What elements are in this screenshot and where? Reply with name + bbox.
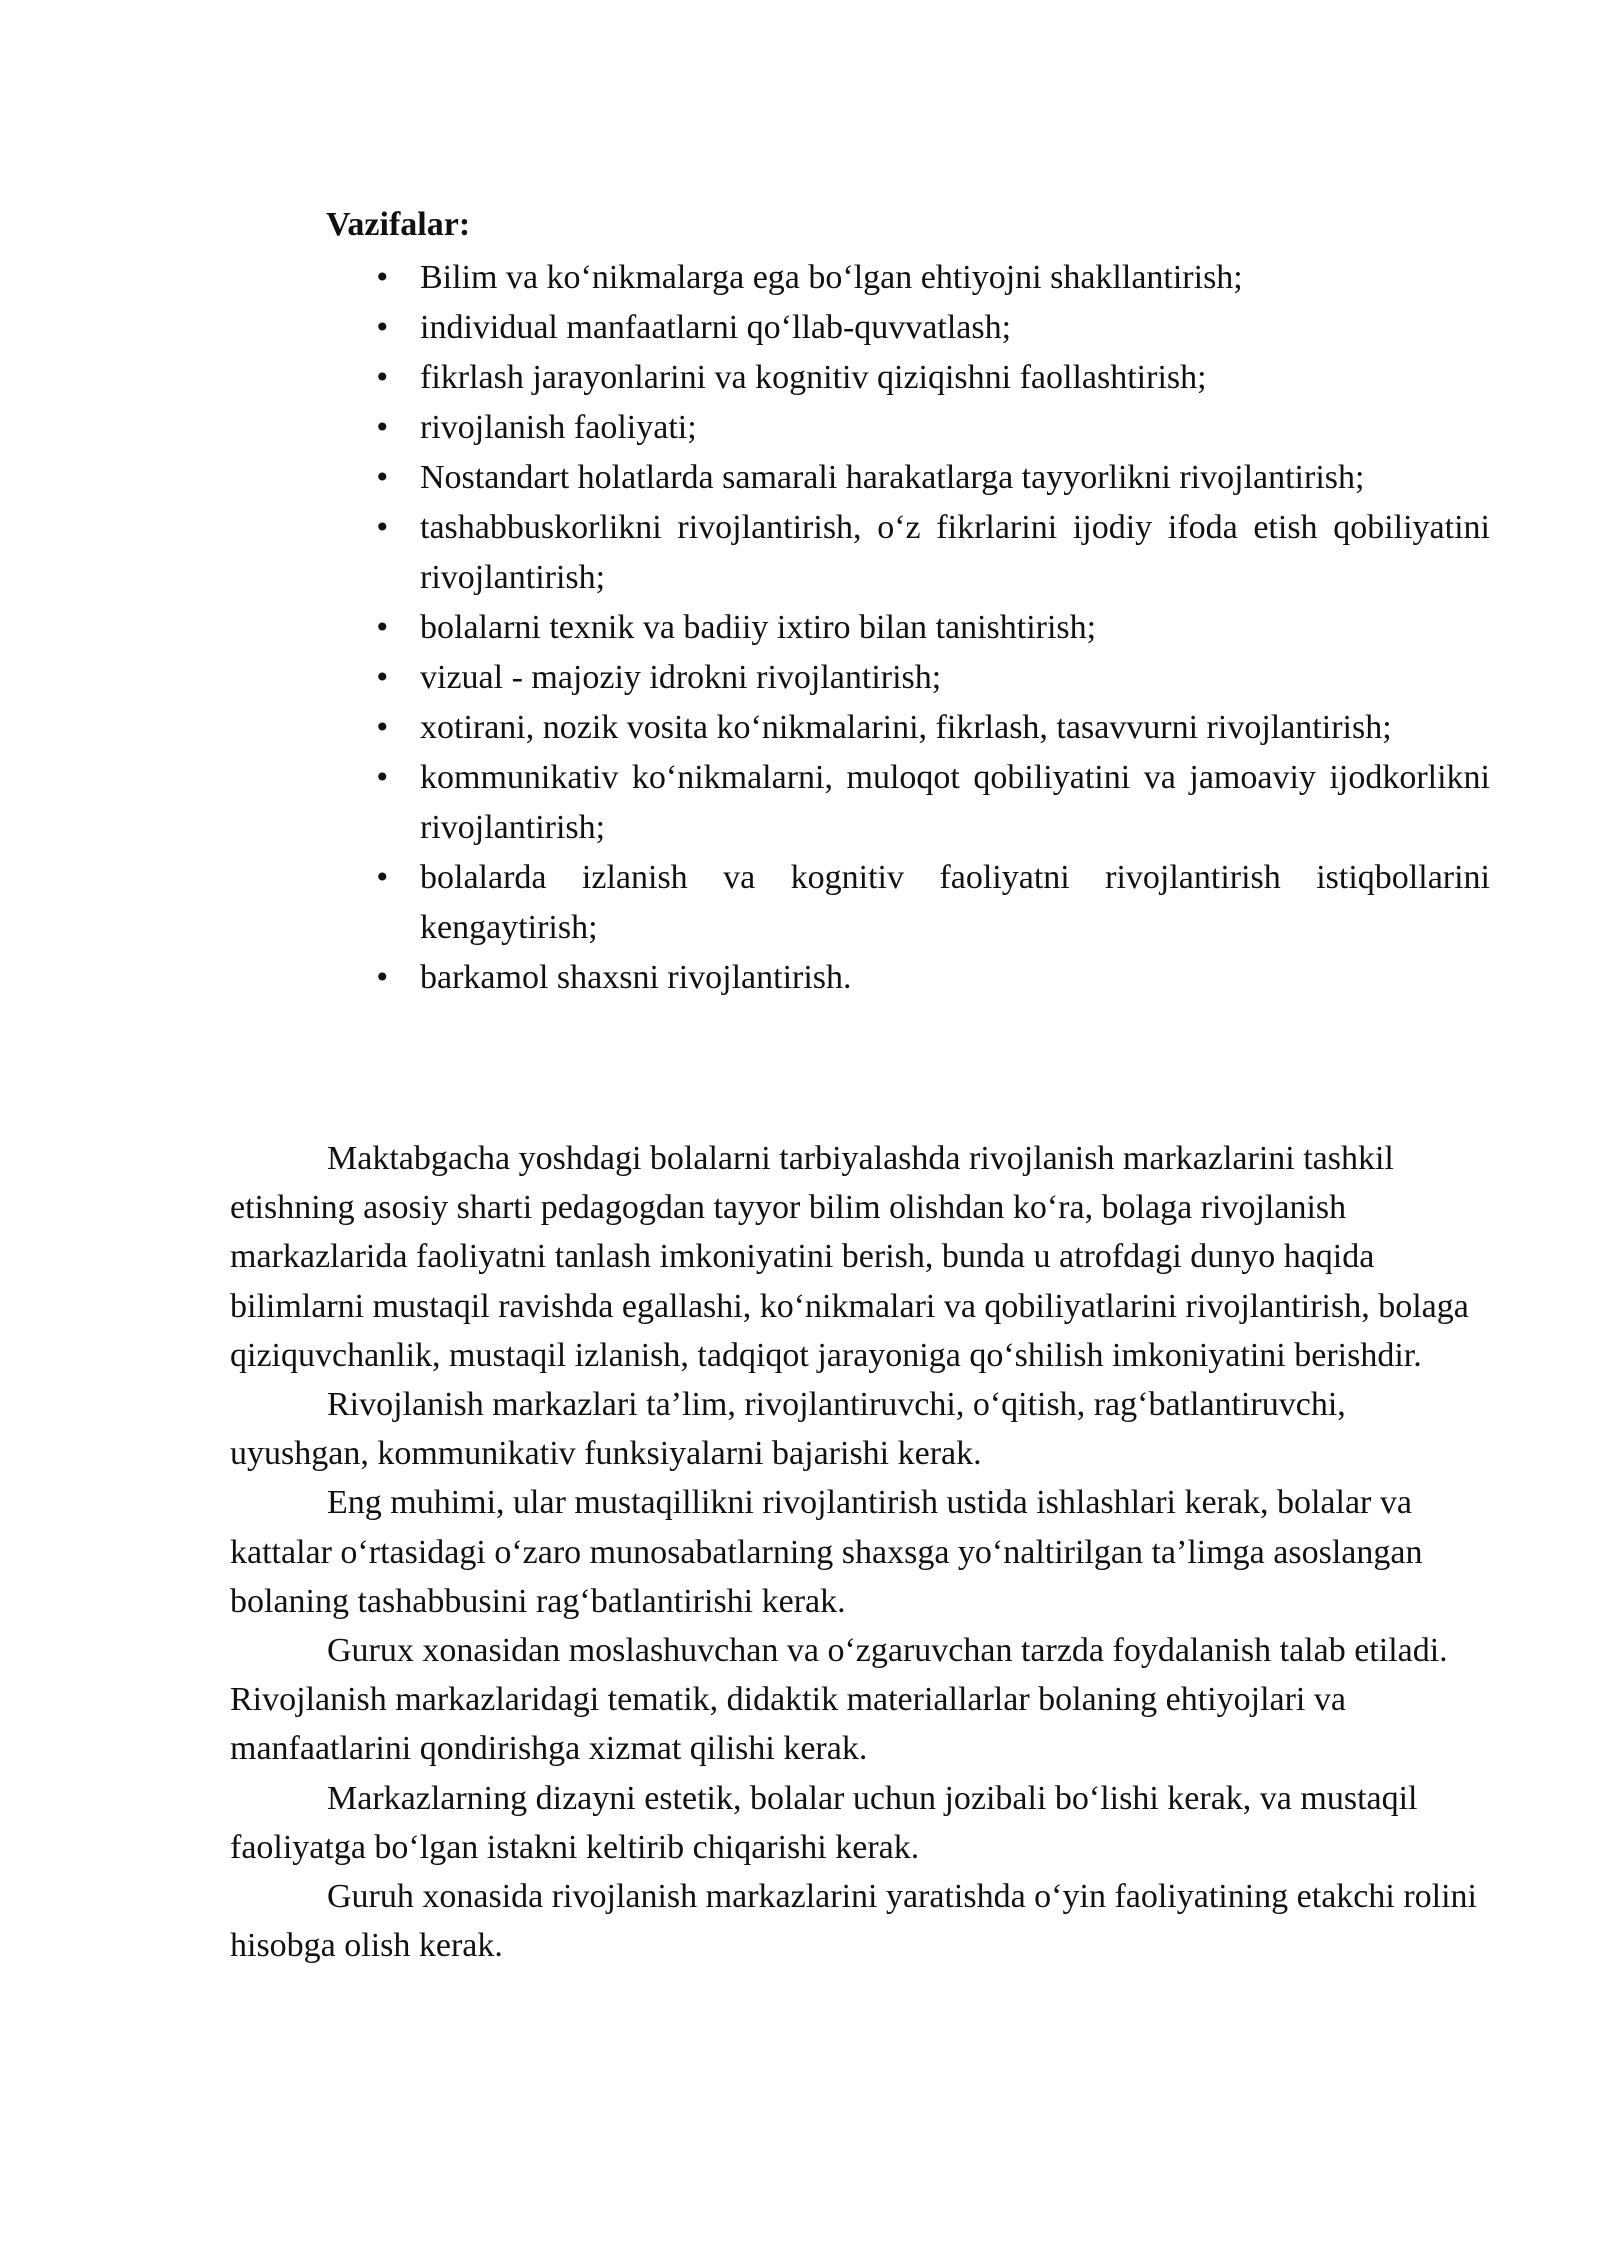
task-item: • fikrlash jarayonlarini va kognitiv qiziqishni faollashtirish; xyxy=(420,353,1490,403)
paragraph: Guruh xonasida rivojlanish markazlarini yaratishda o‘yin faoliyatining etakchi rolini hisobga olish kerak. xyxy=(230,1878,1478,1965)
task-item: • barkamol shaxsni rivojlantirish. xyxy=(420,953,1490,1003)
task-item: • Nostandart holatlarda samarali harakatlarga tayyorlikni rivojlantirish; xyxy=(420,453,1490,503)
body-text xyxy=(230,1134,1492,1970)
paragraph: Rivojlanish markazlari ta’lim, rivojlantiruvchi, o‘qitish, rag‘batlantiruvchi, uyushgan, kommunikativ funksiyalarni bajarishi kerak. xyxy=(230,1386,1346,1473)
task-item: • rivojlanish faoliyati; xyxy=(420,403,1490,453)
task-item: • tashabbuskorlikni rivojlantirish, o‘z fikrlarini ijodiy ifoda etish qobiliyatini rivojlantirish; xyxy=(420,503,1490,603)
tasks-list xyxy=(420,253,1490,1003)
task-item: • vizual - majoziy idrokni rivojlantirish; xyxy=(420,653,1490,703)
task-item: • bolalarni texnik va badiiy ixtiro bilan tanishtirish; xyxy=(420,603,1490,653)
task-item: • bolalarda izlanish va kognitiv faoliyatni rivojlantirish istiqbollarini kengaytirish; xyxy=(420,853,1490,953)
task-item: • Bilim va ko‘nikmalarga ega bo‘lgan ehtiyojni shakllantirish; xyxy=(420,253,1490,303)
tasks-heading: Vazifalar: xyxy=(326,206,471,243)
task-item: • xotirani, nozik vosita ko‘nikmalarini, fikrlash, tasavvurni rivojlantirish; xyxy=(420,703,1490,753)
paragraph: Gurux xonasidan moslashuvchan va o‘zgaruvchan tarzda foydalanish talab etiladi. Rivojlanish markazlaridagi tematik, didaktik materiallarlar bolaning ehtiyojlari va manfaatlarini qondirishga xizmat qilishi kerak. xyxy=(230,1632,1448,1768)
paragraph: Maktabgacha yoshdagi bolalarni tarbiyalashda rivojlanish markazlarini tashkil etishning asosiy sharti pedagogdan tayyor bilim olishdan ko‘ra, bolaga rivojlanish markazlarida faoliyatni tanlash imkoniyatini berish, bunda u atrofdagi dunyo haqida bilimlarni mustaqil ravishda egallashi, ko‘nikmalari va qobiliyatlarini rivojlantirish, bolaga qiziquvchanlik, mustaqil izlanish, tadqiqot jarayoniga qo‘shilish imkoniyatini berishdir. xyxy=(230,1140,1469,1374)
task-item: • individual manfaatlarni qo‘llab-quvvatlash; xyxy=(420,303,1490,353)
paragraph: Markazlarning dizayni estetik, bolalar uchun jozibali bo‘lishi kerak, va mustaqil faoliyatga bo‘lgan istakni keltirib chiqarishi kerak. xyxy=(230,1779,1418,1866)
paragraph: Eng muhimi, ular mustaqillikni rivojlantirish ustida ishlashlari kerak, bolalar va kattalar o‘rtasidagi o‘zaro munosabatlarning shaxsga yo‘naltirilgan ta’limga asoslangan bolaning tashabbusini rag‘batlantirishi kerak. xyxy=(230,1484,1423,1620)
task-item: • kommunikativ ko‘nikmalarni, muloqot qobiliyatini va jamoaviy ijodkorlikni rivojlantirish; xyxy=(420,753,1490,853)
